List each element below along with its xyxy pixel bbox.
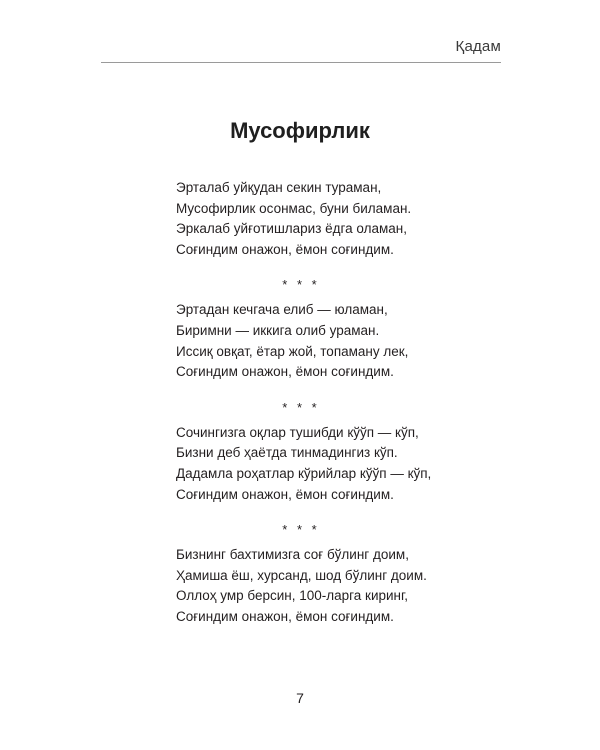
- stanza-1: [176, 178, 476, 260]
- poem-line: Сочингизга оқлар тушибди кўўп — кўп,: [176, 424, 419, 440]
- poem-line: Бизни деб ҳаётда тинмадингиз кўп.: [176, 445, 398, 461]
- poem-line: Эрталаб уйқудан секин тураман,: [176, 180, 382, 195]
- poem-line: Соғиндим онажон, ёмон соғиндим.: [176, 608, 394, 624]
- header-rule: [101, 62, 501, 63]
- page-number: 7: [296, 690, 304, 706]
- poem-line: Эртадан кечгача елиб — юламан,: [176, 302, 388, 318]
- poem-line: Дадамла роҳатлар кўрийлар кўўп — кўп,: [176, 465, 432, 481]
- poem-line: Соғиндим онажон, ёмон соғиндим.: [176, 364, 394, 380]
- stanza-4: [176, 545, 476, 627]
- poem-line: Оллоҳ умр берсин, 100-ларга киринг,: [176, 588, 409, 604]
- poem-line: Соғиндим онажон, ёмон соғиндим.: [176, 241, 394, 257]
- stanza-separator: * * *: [282, 399, 320, 415]
- poem-line: Иссиқ овқат, ётар жой, топаману лек,: [176, 343, 409, 359]
- poem-line: Соғиндим онажон, ёмон соғиндим.: [176, 486, 394, 502]
- stanza-3: [176, 423, 476, 505]
- poem-line: Мусофирлик осонмас, буни биламан.: [176, 200, 412, 216]
- poem-body: [176, 178, 476, 628]
- poem-line: Бизнинг бахтимизга соғ бўлинг доим,: [176, 547, 409, 563]
- stanza-separator: * * *: [282, 522, 320, 538]
- stanza-separator: * * *: [282, 277, 320, 293]
- running-header-title: Қадам: [455, 38, 501, 55]
- poem-line: Эркалаб уйғотишлариз ёдга оламан,: [176, 221, 408, 237]
- stanza-2: [176, 300, 476, 382]
- poem-title: Мусофирлик: [230, 118, 370, 143]
- poem-line: Ҳамиша ёш, хурсанд, шод бўлинг доим.: [176, 567, 427, 583]
- poem-line: Биримни — иккига олиб ураман.: [176, 322, 380, 338]
